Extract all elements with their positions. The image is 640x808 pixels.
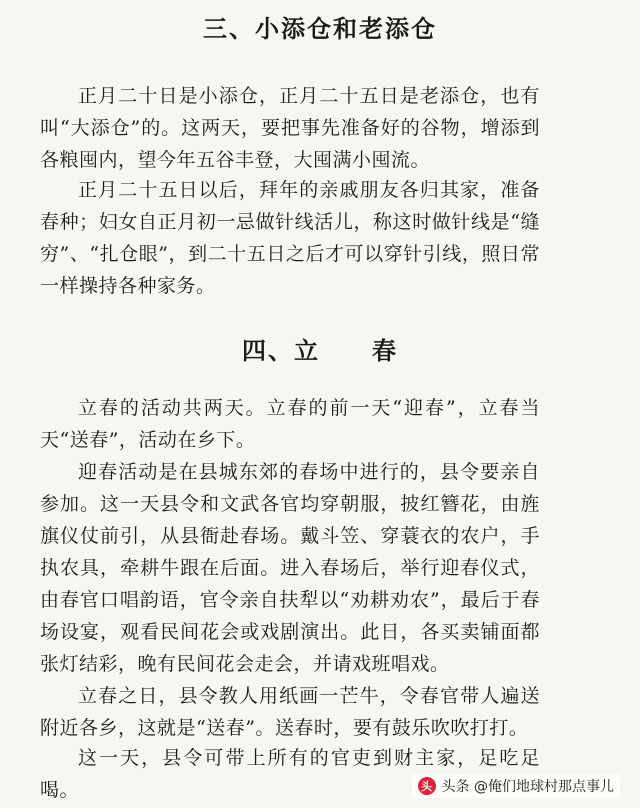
paragraph: 迎春活动是在县城东郊的春场中进行的，县令要亲自参加。这一天县令和文武各官均穿朝服，披红簪花，由旌旗仪仗前引，从县衙赴春场。戴斗笠、穿蓑衣的农户，手执农具，牵耕牛跟在后面。进入春场后，举行迎春仪式，由春官口唱韵语，官令亲自扶犁以“劝耕劝农”，最后于春场设宴，观看民间花会或戏剧演出。此日，各买卖铺面都张灯结彩，晚有民间花会走会，并请戏班唱戏。 <box>40 461 540 675</box>
paragraph: 立春的活动共两天。立春的前一天“迎春”，立春当天“送春”，活动在乡下。 <box>40 397 540 451</box>
paragraph: 正月二十五日以后，拜年的亲戚朋友各归其家，准备春种；妇女自正月初一忌做针线活儿，称这时做针线是“缝穷”、“扎仓眼”，到二十五日之后才可以穿针引线，照日常一样操持各种家务。 <box>40 179 540 297</box>
section-title-3: 三、小添仓和老添仓 <box>203 14 437 43</box>
toutiao-logo-icon: 头 <box>418 777 436 795</box>
paragraph: 立春之日，县令教人用纸画一芒牛，令春官带人遍送附近各乡，这就是“送春”。送春时，要有鼓乐吹吹打打。 <box>40 685 540 739</box>
paragraph: 这一天，县令可带上所有的官吏到财主家，足吃足喝。 <box>40 747 540 801</box>
watermark <box>412 774 620 798</box>
watermark-text: 头条 @俺们地球村那点事儿 <box>441 779 614 795</box>
section-title-4: 四、立 春 <box>242 336 398 365</box>
paragraph: 正月二十日是小添仓，正月二十五日是老添仓，也有叫“大添仓”的。这两天，要把事先准备好的谷物，增添到各粮囤内，望今年五谷丰登，大囤满小囤流。 <box>40 85 540 171</box>
